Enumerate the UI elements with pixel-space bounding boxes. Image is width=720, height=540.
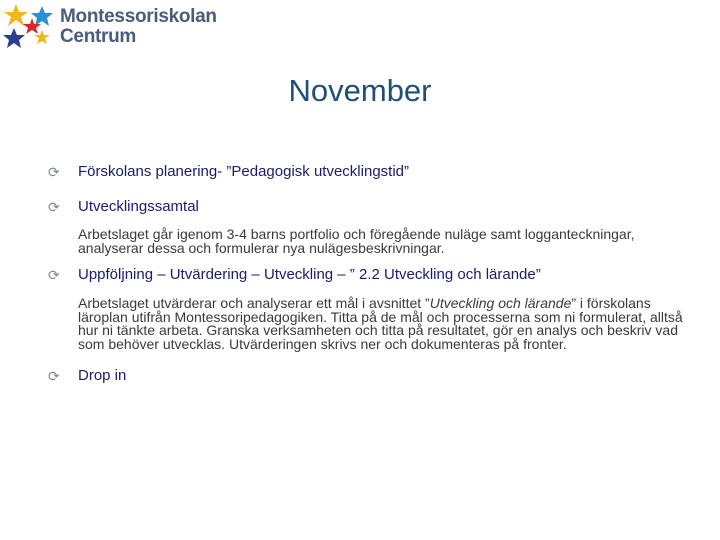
- bullet-item: [48, 197, 688, 217]
- bullet-paragraph: [78, 297, 688, 351]
- bullet-marker-icon: ⟳: [48, 368, 60, 384]
- bullet-paragraph: Arbetslaget går igenom 3-4 barns portfolio och föregående nuläge samt logganteckningar, analyserar dessa och formulerar nya nulägesbeskrivningar.: [78, 226, 635, 256]
- page-title: November: [288, 73, 432, 108]
- paragraph-text-before: Arbetslaget utvärderar och analyserar ett mål i avsnittet ”: [78, 295, 430, 311]
- stars-logo-icon: [2, 2, 58, 54]
- bullet-item: [48, 162, 688, 182]
- bullet-label: Förskolans planering- ”Pedagogisk utvecklingstid”: [78, 163, 409, 180]
- content-list: [48, 162, 688, 386]
- bullet-item: [48, 265, 688, 285]
- logo-line-2: Centrum: [60, 26, 137, 47]
- paragraph-emphasis: Utveckling och lärande: [429, 295, 572, 311]
- bullet-label: Utvecklingssamtal: [78, 198, 199, 215]
- bullet-marker-icon: ⟳: [48, 164, 60, 180]
- bullet-label: Drop in: [78, 367, 127, 384]
- bullet-marker-icon: ⟳: [48, 267, 60, 283]
- school-logo: [2, 2, 217, 54]
- bullet-label: Uppföljning – Utvärdering – Utveckling – ” 2.2 Utveckling och lärande”: [78, 266, 541, 283]
- bullet-item: [48, 366, 688, 386]
- page-title-wrap: [0, 73, 720, 109]
- logo-line-1: Montessoriskolan: [60, 6, 217, 27]
- bullet-marker-icon: ⟳: [48, 199, 60, 215]
- paragraph-text-after: ” i förskolans läroplan utifrån Montessoripedagogiken. Titta på de mål och processerna som ni formulerat, alltså hur ni tänkte arbeta. Granska verksamheten och titta på resultatet, gör en analys och beskriv vad som behöver utvecklas. Utvärderingen skrivs ner och dokumenteras på fronter.: [78, 295, 683, 352]
